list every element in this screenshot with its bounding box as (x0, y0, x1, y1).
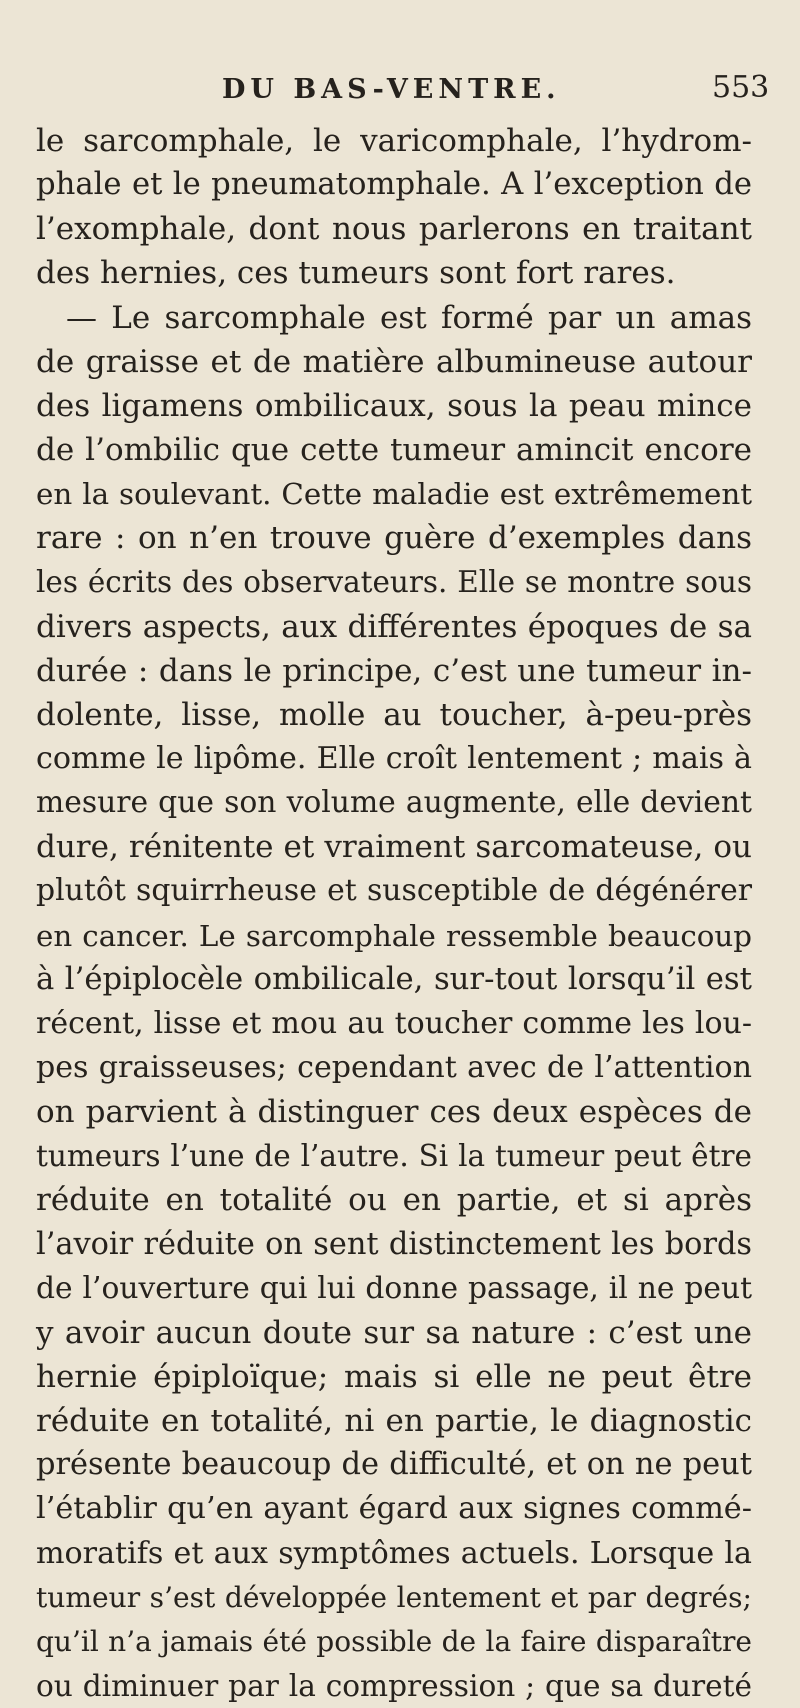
text-line: réduite en totalité ou en partie, et si après (36, 1182, 752, 1219)
text-line: à l’épiplocèle ombilicale, sur-tout lorsqu’il est (36, 961, 752, 997)
text-line: des ligamens ombilicaux, sous la peau mince (36, 387, 752, 424)
text-line: dolente, lisse, molle au toucher, à-peu-près (36, 696, 752, 733)
text-line: moratifs et aux symptômes actuels. Lorsque la (36, 1535, 752, 1571)
text-line: présente beaucoup de difficulté, et on ne peut (36, 1447, 752, 1483)
text-line: plutôt squirrheuse et susceptible de dégénérer (36, 873, 752, 909)
text-line: durée : dans le principe, c’est une tumeur in- (36, 652, 752, 689)
body-text (36, 119, 752, 1708)
text-line: y avoir aucun doute sur sa nature : c’est une (36, 1314, 752, 1351)
text-line: pes graisseuses; cependant avec de l’attention (36, 1049, 752, 1085)
text-line: le sarcomphale, le varicomphale, l’hydrom- (36, 123, 752, 159)
text-line: dure, rénitente et vraiment sarcomateuse, ou (36, 829, 752, 866)
text-line: en cancer. Le sarcomphale ressemble beaucoup (36, 918, 752, 953)
text-line: de l’ombilic que cette tumeur amincit encore (36, 431, 752, 468)
text-line: en la soulevant. Cette maladie est extrêmement (36, 477, 752, 512)
text-line: de graisse et de matière albumineuse autour (36, 343, 752, 380)
running-title: DU BAS-VENTRE. (222, 74, 561, 105)
text-line: ou diminuer par la compression ; que sa dureté (36, 1668, 752, 1703)
text-line: phale et le pneumatomphale. A l’exception de (36, 167, 752, 203)
text-line: mesure que son volume augmente, elle devient (36, 785, 752, 821)
text-line: on parvient à distinguer ces deux espèces de (36, 1094, 752, 1131)
page-number: 553 (712, 70, 770, 105)
text-line: l’exomphale, dont nous parlerons en traitant (36, 211, 752, 248)
text-line: réduite en totalité, ni en partie, le diagnostic (36, 1403, 752, 1440)
text-line: hernie épiploïque; mais si elle ne peut être (36, 1358, 752, 1395)
text-line: de l’ouverture qui lui donne passage, il ne peut (36, 1270, 752, 1306)
text-line: l’établir qu’en ayant égard aux signes commé- (36, 1491, 752, 1527)
text-line: rare : on n’en trouve guère d’exemples dans (36, 520, 752, 557)
text-line: qu’il n’a jamais été possible de la faire disparaître (36, 1624, 752, 1658)
text-line: comme le lipôme. Elle croît lentement ; mais à (36, 740, 752, 776)
text-line: — Le sarcomphale est formé par un amas (66, 299, 752, 336)
text-line: tumeurs l’une de l’autre. Si la tumeur peut être (36, 1139, 752, 1174)
text-line: les écrits des observateurs. Elle se montre sous (36, 565, 752, 600)
text-line: l’avoir réduite on sent distinctement les bords (36, 1226, 752, 1262)
text-line: récent, lisse et mou au toucher comme les lou- (36, 1005, 752, 1041)
text-line: divers aspects, aux différentes époques de sa (36, 608, 752, 645)
text-line: tumeur s’est développée lentement et par degrés; (36, 1580, 752, 1614)
text-line: des hernies, ces tumeurs sont fort rares. (36, 255, 676, 292)
